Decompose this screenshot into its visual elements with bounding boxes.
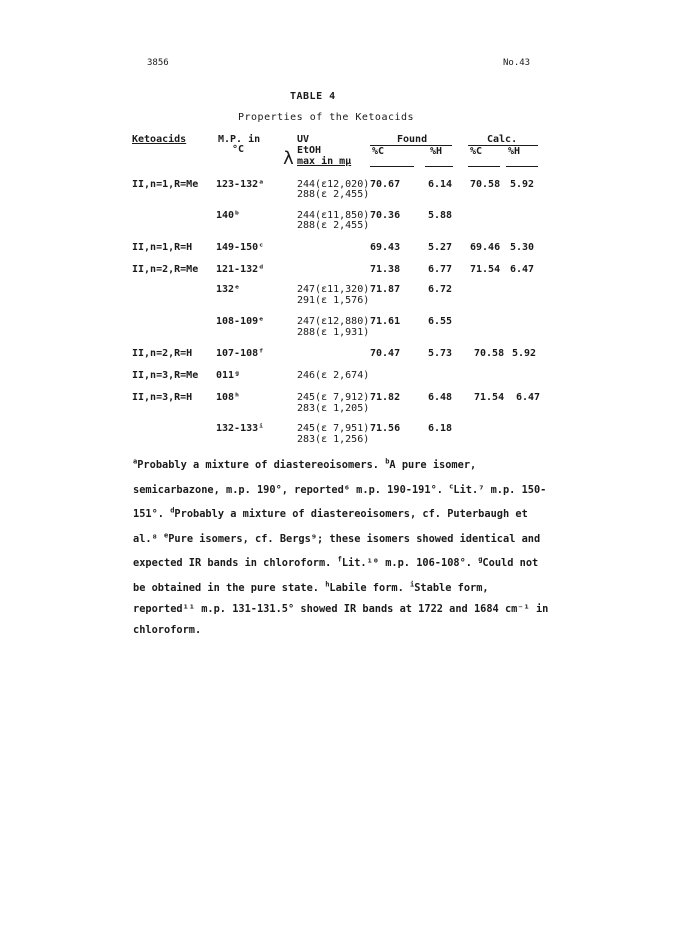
footnote-d: $^d$Probably a mixture of diastereoisomers, cf. Puterbaugh et al.⁸ (133, 506, 528, 545)
row-uv-2: 283(ε 1,205) (297, 403, 370, 414)
header-mp: M.P. in (218, 134, 261, 145)
row-uv-2: 291(ε 1,576) (297, 295, 370, 306)
header-calc-h: %H (508, 146, 521, 157)
row-mp: 149-150ᶜ (216, 242, 265, 253)
row-mp: 132ᵉ (216, 284, 241, 295)
header-rule-found-c (370, 166, 414, 167)
footnote-a: $^a$Probably a mixture of diastereoisomers. (133, 458, 379, 472)
row-calc-c: 70.58 (474, 348, 505, 359)
row-mp: 108ʰ (216, 392, 241, 403)
row-found-c: 70.67 (370, 179, 401, 190)
row-uv-1: 247(ε12,880) (297, 316, 370, 327)
row-found-h: 6.72 (428, 284, 453, 295)
row-uv-2: 283(ε 1,256) (297, 434, 370, 445)
footnote-c: $^c$Lit.⁷ m.p. 150-151°. (133, 482, 547, 521)
row-compound: II,n=3,R=Me (132, 370, 199, 381)
row-calc-c: 71.54 (474, 392, 505, 403)
table-caption: Properties of the Ketoacids (238, 112, 415, 123)
row-uv-1: 244(ε11,850) (297, 210, 370, 221)
row-uv-1: 244(ε12,020) (297, 179, 370, 190)
row-found-c: 71.87 (370, 284, 401, 295)
row-calc-c: 71.54 (470, 264, 501, 275)
row-calc-c: 69.46 (470, 242, 501, 253)
header-mp-unit: °C (232, 144, 245, 155)
row-mp: 107-108ᶠ (216, 348, 265, 359)
row-uv-2: 288(ε 2,455) (297, 189, 370, 200)
header-found-h: %H (430, 146, 443, 157)
header-uv: UV (297, 134, 310, 145)
row-mp: 121-132ᵈ (216, 264, 265, 275)
row-mp: 108-109ᵉ (216, 316, 265, 327)
row-found-c: 70.36 (370, 210, 401, 221)
row-mp: 140ᵇ (216, 210, 241, 221)
journal-issue: No.43 (503, 58, 531, 68)
row-uv-1: 245(ε 7,912) (297, 392, 370, 403)
footnote-g: $^g$Could not be obtained in the pure state. (133, 555, 539, 594)
lambda-symbol: λ (283, 148, 294, 169)
header-uv-solvent: EtOH (297, 145, 322, 156)
footnotes (133, 452, 553, 641)
row-uv-1: 246(ε 2,674) (297, 370, 370, 381)
row-calc-h: 5.30 (510, 242, 535, 253)
row-found-h: 6.48 (428, 392, 453, 403)
row-found-c: 69.43 (370, 242, 401, 253)
row-mp: 011ᵍ (216, 370, 241, 381)
row-compound: II,n=3,R=H (132, 392, 193, 403)
row-found-c: 71.56 (370, 423, 401, 434)
header-calc: Calc. (487, 134, 518, 145)
row-found-h: 6.55 (428, 316, 453, 327)
header-found-c: %C (372, 146, 385, 157)
row-found-c: 71.82 (370, 392, 401, 403)
header-rule-calc-c (468, 166, 500, 167)
row-compound: II,n=2,R=Me (132, 264, 199, 275)
header-uv-max: max in mμ (297, 156, 352, 167)
row-calc-c: 70.58 (470, 179, 501, 190)
found-underline (370, 145, 452, 146)
row-found-c: 71.38 (370, 264, 401, 275)
row-calc-h: 5.92 (510, 179, 535, 190)
row-found-c: 71.61 (370, 316, 401, 327)
row-uv-2: 288(ε 2,455) (297, 220, 370, 231)
calc-underline (468, 145, 538, 146)
footnote-f: $^f$Lit.¹⁰ m.p. 106-108°. (337, 555, 472, 570)
row-found-c: 70.47 (370, 348, 401, 359)
footnote-i: $^i$Stable form, reported¹¹ m.p. 131-131.5° showed IR bands at 1722 and 1684 cm⁻¹ in chloroform. (133, 580, 549, 636)
row-calc-h: 6.47 (516, 392, 541, 403)
row-uv-2: 288(ε 1,931) (297, 327, 370, 338)
footnote-b: $^b$A pure isomer, semicarbazone, m.p. 190°, reported⁶ m.p. 190-191°. (133, 458, 477, 496)
header-rule-found-h (425, 166, 453, 167)
row-mp: 132-133ⁱ (216, 423, 265, 434)
row-compound: II,n=1,R=Me (132, 179, 199, 190)
row-mp: 123-132ᵃ (216, 179, 265, 190)
row-found-h: 6.18 (428, 423, 453, 434)
page-number: 3856 (147, 58, 169, 68)
footnote-h: $^h$Labile form. (325, 580, 404, 594)
footnote-e: $^e$Pure isomers, cf. Bergs⁹; these isomers showed identical and expected IR bands in chloroform. (133, 531, 541, 570)
row-compound: II,n=1,R=H (132, 242, 193, 253)
header-calc-c: %C (470, 146, 483, 157)
row-calc-h: 6.47 (510, 264, 535, 275)
table-label: TABLE 4 (290, 91, 336, 102)
row-found-h: 5.88 (428, 210, 453, 221)
row-found-h: 6.77 (428, 264, 453, 275)
row-uv-1: 247(ε11,320) (297, 284, 370, 295)
header-ketoacids: Ketoacids (132, 134, 187, 145)
row-uv-1: 245(ε 7,951) (297, 423, 370, 434)
header-rule-calc-h (506, 166, 538, 167)
row-found-h: 5.27 (428, 242, 453, 253)
row-found-h: 6.14 (428, 179, 453, 190)
row-compound: II,n=2,R=H (132, 348, 193, 359)
row-calc-h: 5.92 (512, 348, 537, 359)
header-found: Found (397, 134, 428, 145)
row-found-h: 5.73 (428, 348, 453, 359)
